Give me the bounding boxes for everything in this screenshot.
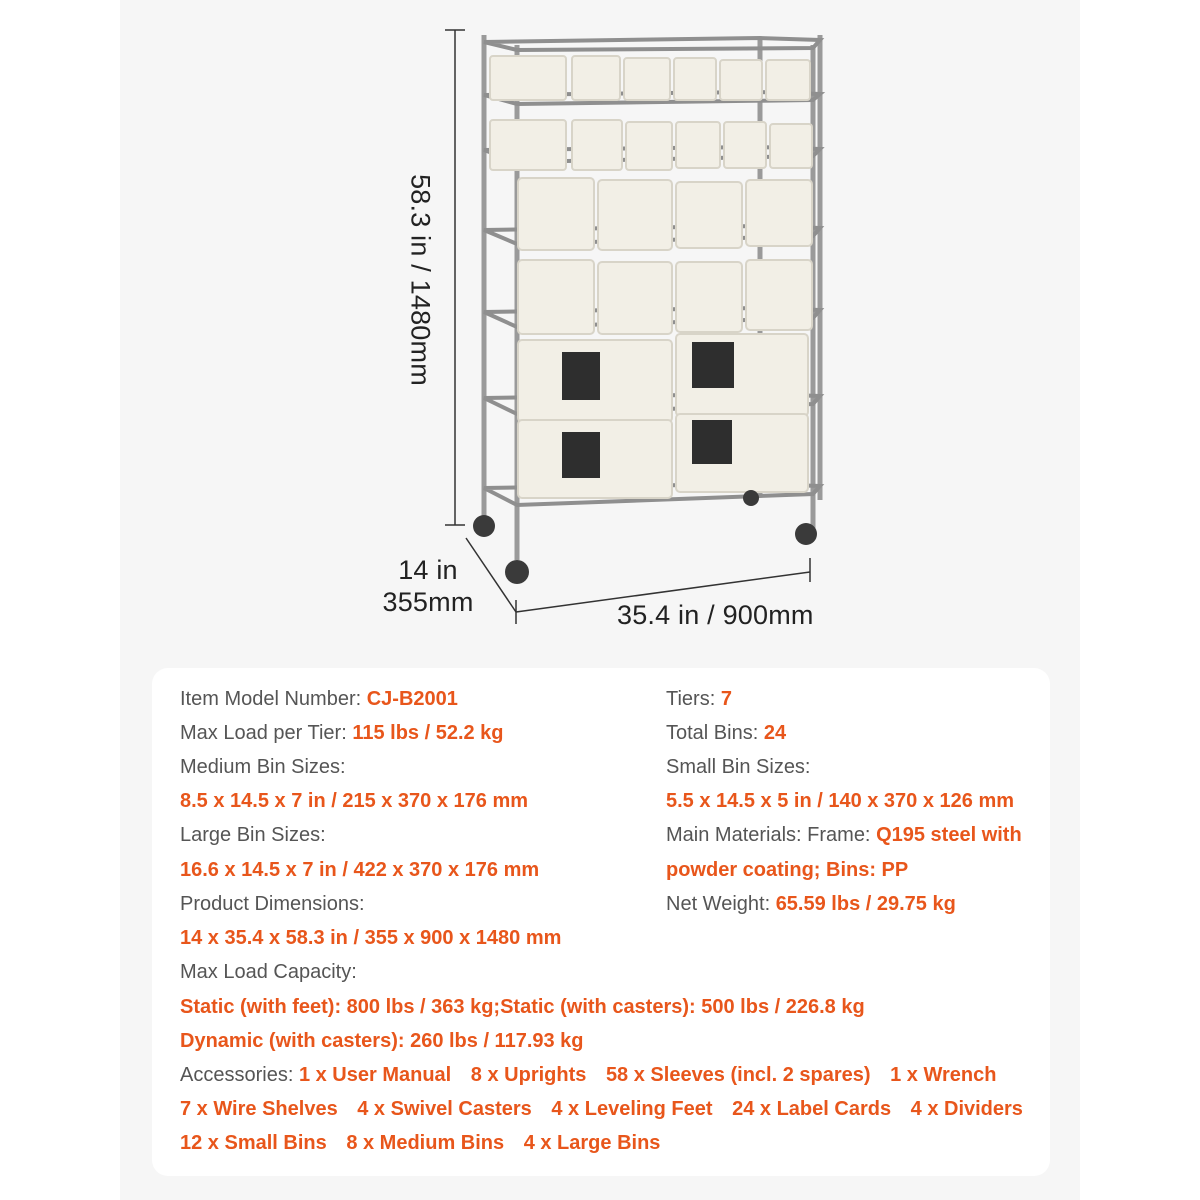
spec-accessories-line-2: 7 x Wire Shelves 4 x Swivel Casters 4 x Leveling Feet 24 x Label Cards 4 x Dividers [180, 1098, 1023, 1120]
depth-inches: 14 in [398, 555, 458, 585]
spec-product-dim-value: 14 x 35.4 x 58.3 in / 355 x 900 x 1480 mm [180, 927, 562, 949]
spec-max-load-tier: Max Load per Tier: 115 lbs / 52.2 kg [180, 722, 504, 744]
spec-small-label: Small Bin Sizes: [666, 756, 811, 778]
spec-materials-value-2: powder coating; Bins: PP [666, 859, 909, 881]
spec-small-value: 5.5 x 14.5 x 5 in / 140 x 370 x 126 mm [666, 790, 1015, 812]
spec-accessories-line-1: Accessories: 1 x User Manual 8 x Uprights 58 x Sleeves (incl. 2 spares) 1 x Wrench [180, 1064, 997, 1086]
spec-net-weight: Net Weight: 65.59 lbs / 29.75 kg [666, 893, 956, 915]
spec-tiers: Tiers: 7 [666, 688, 732, 710]
depth-dimension-label [378, 554, 478, 618]
spec-max-load-cap-value-1: Static (with feet): 800 lbs / 363 kg;Static (with casters): 500 lbs / 226.8 kg [180, 996, 865, 1018]
width-dimension-label: 35.4 in / 900mm [617, 600, 814, 630]
spec-product-dim-label: Product Dimensions: [180, 893, 365, 915]
spec-max-load-cap-value-2: Dynamic (with casters): 260 lbs / 117.93 kg [180, 1030, 584, 1052]
spec-large-label: Large Bin Sizes: [180, 824, 326, 846]
spec-large-value: 16.6 x 14.5 x 7 in / 422 x 370 x 176 mm [180, 859, 540, 881]
storage-bins [490, 56, 812, 498]
spec-total-bins: Total Bins: 24 [666, 722, 787, 744]
height-dimension-label: 58.3 in / 1480mm [405, 174, 436, 386]
spec-medium-value: 8.5 x 14.5 x 7 in / 215 x 370 x 176 mm [180, 790, 529, 812]
spec-materials: Main Materials: Frame: Q195 steel with [666, 824, 1022, 846]
depth-millimeters: 355mm [382, 587, 474, 617]
spec-max-load-cap-label: Max Load Capacity: [180, 961, 357, 983]
spec-accessories-line-3: 12 x Small Bins 8 x Medium Bins 4 x Large Bins [180, 1132, 661, 1154]
spec-medium-label: Medium Bin Sizes: [180, 756, 346, 778]
spec-model: Item Model Number: CJ-B2001 [180, 688, 458, 710]
